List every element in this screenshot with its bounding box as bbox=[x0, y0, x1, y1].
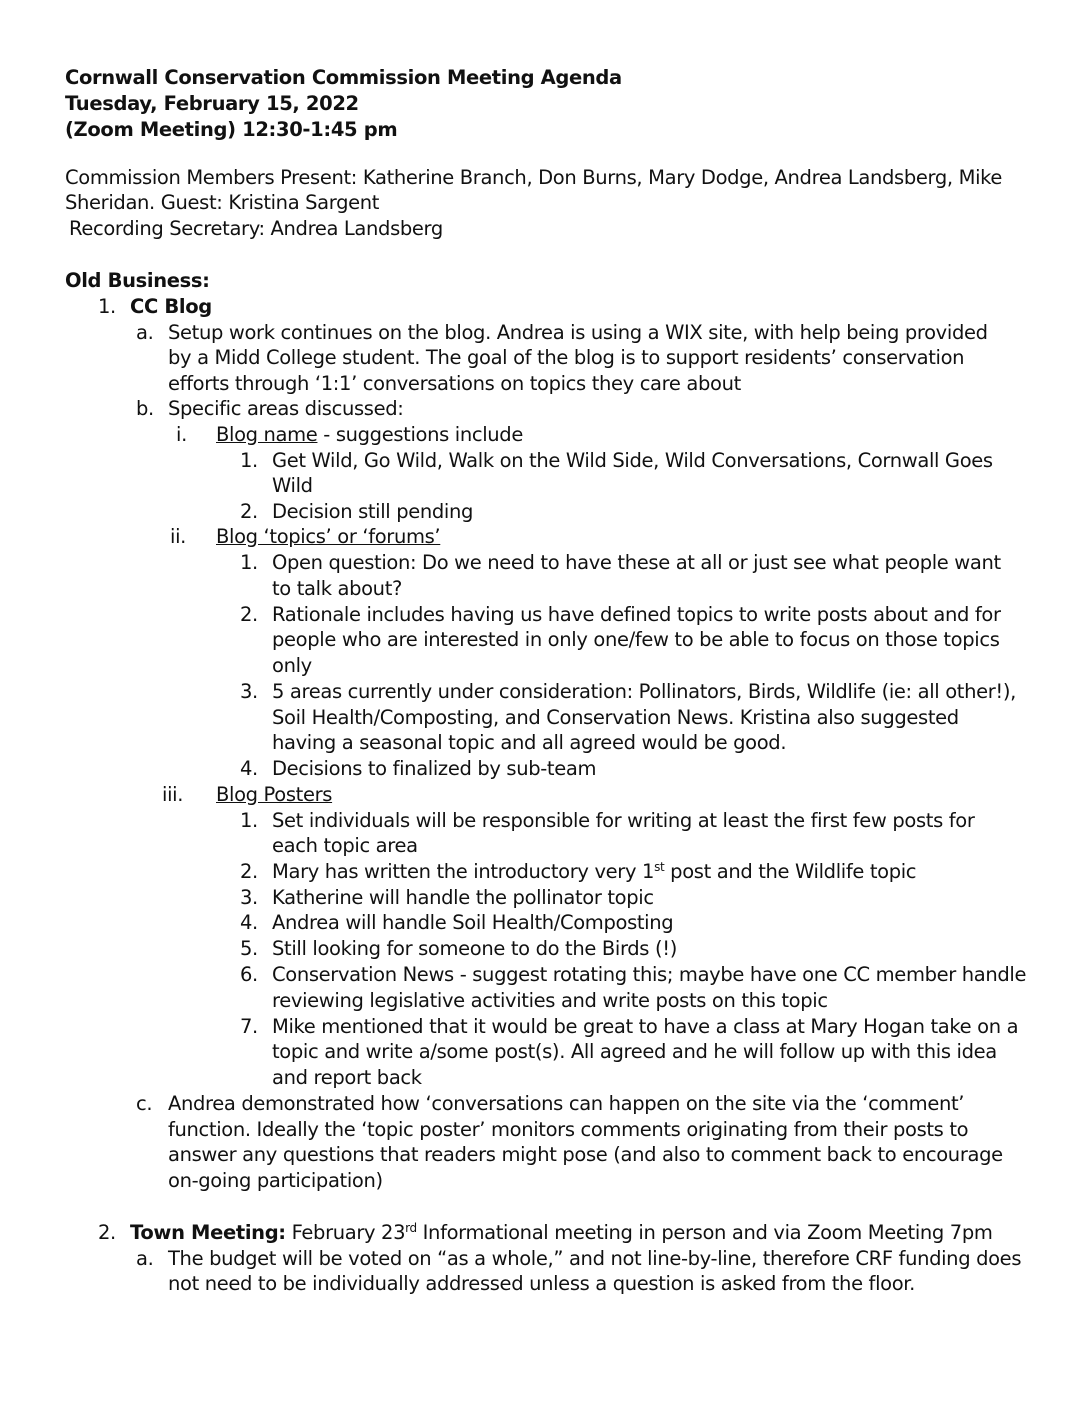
list-line: Still looking for someone to do the Birds (!) bbox=[272, 937, 677, 960]
recording-secretary: Recording Secretary: Andrea Landsberg bbox=[69, 217, 443, 240]
sub-marker: a. bbox=[136, 1247, 154, 1270]
list-line: Andrea will handle Soil Health/Composting bbox=[272, 911, 674, 934]
superscript: rd bbox=[405, 1221, 417, 1235]
list-line: to talk about? bbox=[272, 577, 402, 600]
subsection-title: Blog ‘topics’ or ‘forums’ bbox=[216, 525, 441, 548]
item-number: 4. bbox=[240, 911, 258, 934]
item-number: 1. bbox=[240, 449, 258, 472]
item-number: 6. bbox=[240, 963, 258, 986]
list-line: reviewing legislative activities and write posts on this topic bbox=[272, 989, 828, 1012]
superscript: st bbox=[654, 860, 665, 874]
attendance-line: Commission Members Present: Katherine Branch, Don Burns, Mary Dodge, Andrea Landsberg, Mike bbox=[65, 166, 1003, 189]
item-number: 4. bbox=[240, 757, 258, 780]
item-number: 5. bbox=[240, 937, 258, 960]
list-line: Decisions to finalized by sub-team bbox=[272, 757, 597, 780]
list-line: only bbox=[272, 654, 312, 677]
section-heading: Old Business: bbox=[65, 269, 210, 292]
item-number: 7. bbox=[240, 1015, 258, 1038]
item-number: 2. bbox=[240, 860, 258, 883]
sub-marker: c. bbox=[136, 1092, 153, 1115]
list-line: Open question: Do we need to have these at all or just see what people want bbox=[272, 551, 1001, 574]
list-line: each topic area bbox=[272, 834, 418, 857]
list-line: Town Meeting: February 23rd Informational meeting in person and via Zoom Meeting 7pm bbox=[130, 1221, 993, 1244]
list-line: 5 areas currently under consideration: Pollinators, Birds, Wildlife (ie: all other!), bbox=[272, 680, 1016, 703]
item-title: CC Blog bbox=[130, 295, 212, 318]
list-line: Mary has written the introductory very 1st post and the Wildlife topic bbox=[272, 860, 917, 883]
list-line: efforts through ‘1:1’ conversations on topics they care about bbox=[168, 372, 741, 395]
list-line: not need to be individually addressed unless a question is asked from the floor. bbox=[168, 1272, 916, 1295]
list-line: having a seasonal topic and all agreed would be good. bbox=[272, 731, 787, 754]
subsection-line: Blog name - suggestions include bbox=[216, 423, 523, 446]
item-number: 1. bbox=[98, 295, 116, 318]
item-number: 2. bbox=[98, 1221, 116, 1244]
roman-marker: ii. bbox=[170, 525, 186, 548]
item-number: 2. bbox=[240, 500, 258, 523]
list-line: Conservation News - suggest rotating this; maybe have one CC member handle bbox=[272, 963, 1027, 986]
item-number: 1. bbox=[240, 809, 258, 832]
attendance-line: Sheridan. Guest: Kristina Sargent bbox=[65, 191, 380, 214]
list-line: people who are interested in only one/few to be able to focus on those topics bbox=[272, 628, 1000, 651]
list-line: and report back bbox=[272, 1066, 422, 1089]
subsection-title: Blog name bbox=[216, 423, 318, 446]
list-line: Setup work continues on the blog. Andrea is using a WIX site, with help being provided bbox=[168, 321, 988, 344]
list-line: Decision still pending bbox=[272, 500, 474, 523]
list-line: function. Ideally the ‘topic poster’ monitors comments originating from their posts to bbox=[168, 1118, 969, 1141]
roman-marker: i. bbox=[176, 423, 187, 446]
item-number: 3. bbox=[240, 680, 258, 703]
list-line: Mike mentioned that it would be great to have a class at Mary Hogan take on a bbox=[272, 1015, 1019, 1038]
list-line: on-going participation) bbox=[168, 1169, 383, 1192]
meeting-date: Tuesday, February 15, 2022 bbox=[65, 92, 359, 115]
list-line: Wild bbox=[272, 474, 313, 497]
list-line: Set individuals will be responsible for writing at least the first few posts for bbox=[272, 809, 975, 832]
sub-marker: b. bbox=[136, 397, 154, 420]
list-line: answer any questions that readers might pose (and also to comment back to encourage bbox=[168, 1143, 1003, 1166]
subsection-title: Blog Posters bbox=[216, 783, 333, 806]
list-line: Rationale includes having us have defined topics to write posts about and for bbox=[272, 603, 1001, 626]
list-line: Get Wild, Go Wild, Walk on the Wild Side, Wild Conversations, Cornwall Goes bbox=[272, 449, 993, 472]
list-line: The budget will be voted on “as a whole,” and not line-by-line, therefore CRF funding does bbox=[168, 1247, 1022, 1270]
document-title: Cornwall Conservation Commission Meeting Agenda bbox=[65, 66, 622, 89]
list-line: Katherine will handle the pollinator topic bbox=[272, 886, 654, 909]
list-line: Soil Health/Composting, and Conservation News. Kristina also suggested bbox=[272, 706, 959, 729]
item-number: 3. bbox=[240, 886, 258, 909]
meeting-time: (Zoom Meeting) 12:30-1:45 pm bbox=[65, 118, 398, 141]
item-number: 1. bbox=[240, 551, 258, 574]
sub-marker: a. bbox=[136, 321, 154, 344]
list-line: Andrea demonstrated how ‘conversations can happen on the site via the ‘comment’ bbox=[168, 1092, 965, 1115]
roman-marker: iii. bbox=[162, 783, 184, 806]
list-line: by a Midd College student. The goal of the blog is to support residents’ conservation bbox=[168, 346, 965, 369]
item-number: 2. bbox=[240, 603, 258, 626]
list-line: topic and write a/some post(s). All agreed and he will follow up with this idea bbox=[272, 1040, 997, 1063]
item-title: Town Meeting: bbox=[130, 1221, 286, 1244]
list-line: Specific areas discussed: bbox=[168, 397, 404, 420]
